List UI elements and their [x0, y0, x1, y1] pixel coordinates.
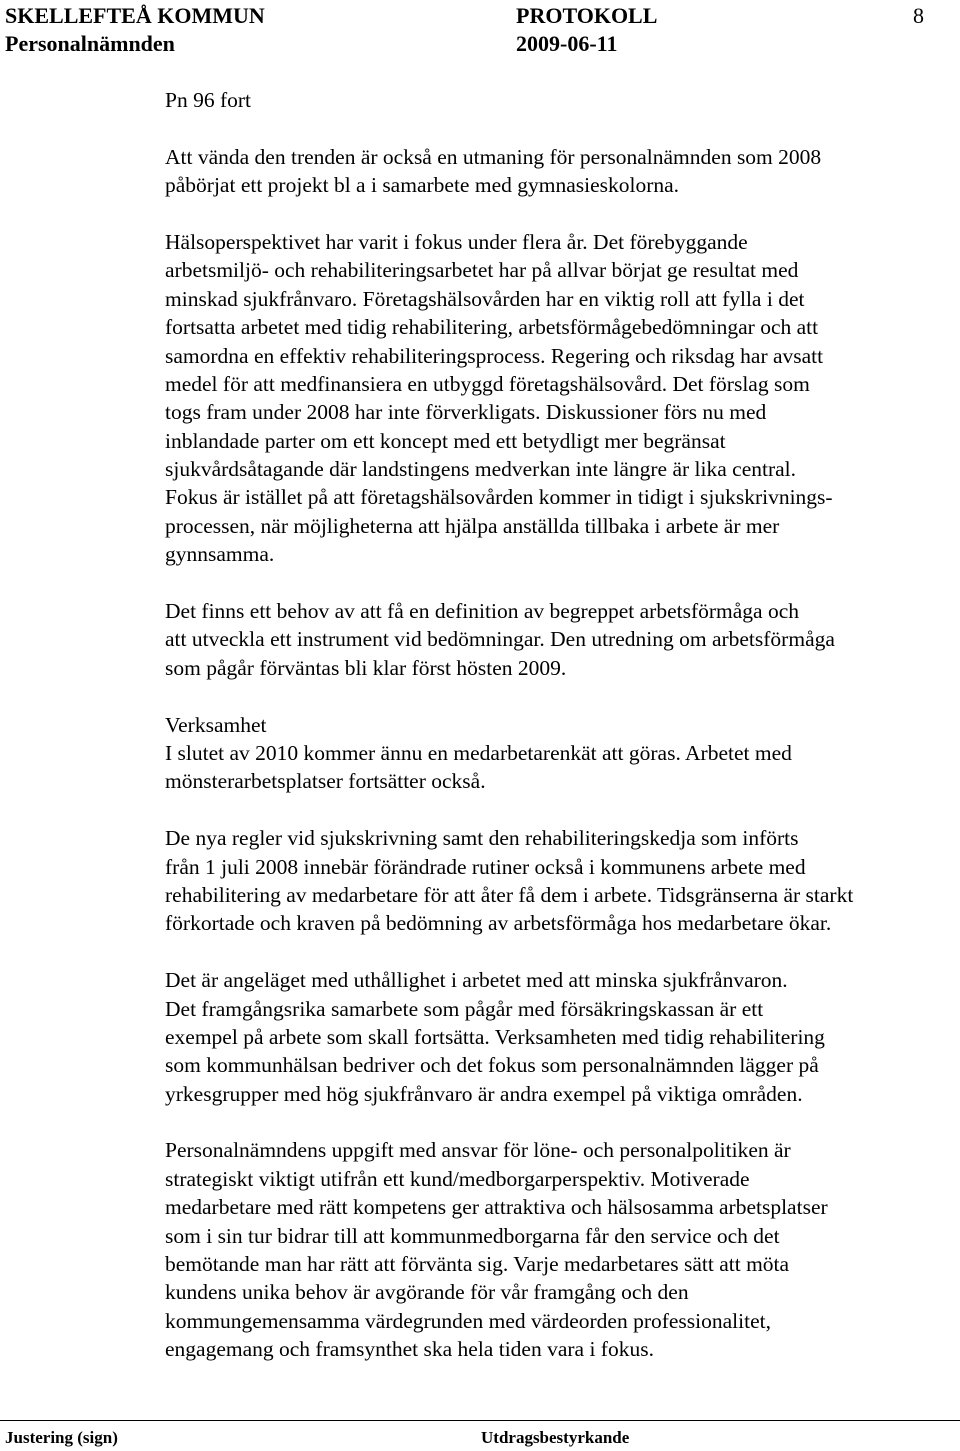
paragraph-spacer: [165, 796, 955, 824]
footer-divider: [0, 1420, 960, 1421]
paragraph-line: kundens unika behov är avgörande för vår framgång och den: [165, 1280, 689, 1305]
paragraph-line: bemötande man har rätt att förvänta sig. Varje medarbetares sätt att möta: [165, 1252, 790, 1277]
organization-name: SKELLEFTEÅ KOMMUN: [5, 3, 265, 28]
paragraph-spacer: [165, 1108, 955, 1136]
paragraph-line: Verksamhet: [165, 712, 267, 737]
document-footer: [0, 1420, 960, 1451]
header-row-2: [5, 30, 945, 58]
paragraph-line: som kommunhälsan bedriver och det fokus som personalnämnden lägger på: [165, 1053, 819, 1078]
paragraph-line: Det finns ett behov av att få en definition av begreppet arbetsförmåga och: [165, 599, 800, 624]
paragraph: [165, 711, 955, 796]
paragraph-line: från 1 juli 2008 innebär förändrade rutiner också i kommunens arbete med: [165, 854, 806, 879]
paragraph: [165, 143, 955, 200]
paragraph-line: samordna en effektiv rehabiliteringsprocess. Regering och riksdag har avsatt: [165, 343, 824, 368]
paragraph-spacer: [165, 682, 955, 710]
paragraph-line: yrkesgrupper med hög sjukfrånvaro är andra exempel på viktiga områden.: [165, 1081, 803, 1106]
paragraph-line: exempel på arbete som skall fortsätta. Verksamheten med tidig rehabilitering: [165, 1024, 825, 1049]
paragraph-line: medel för att medfinansiera en utbyggd företagshälsovård. Det förslag som: [165, 371, 810, 396]
paragraph-line: mönsterarbetsplatser fortsätter också.: [165, 769, 486, 794]
paragraph-line: Fokus är istället på att företagshälsovården kommer in tidigt i sjukskrivnings-: [165, 485, 833, 510]
header-row-1: [5, 2, 945, 30]
paragraph: [165, 1136, 955, 1363]
paragraph-spacer: [165, 938, 955, 966]
paragraph-line: Att vända den trenden är också en utmaning för personalnämnden som 2008: [165, 144, 822, 169]
paragraph-line: fortsatta arbetet med tidig rehabilitering, arbetsförmågebedömningar och att: [165, 315, 819, 340]
paragraph-line: rehabilitering av medarbetare för att åter få dem i arbete. Tidsgränserna är starkt: [165, 882, 854, 907]
paragraph-spacer: [165, 569, 955, 597]
paragraph: [165, 228, 955, 569]
paragraph-line: Personalnämndens uppgift med ansvar för löne- och personalpolitiken är: [165, 1138, 791, 1163]
page-number: 8: [913, 3, 924, 28]
footer-certification-label: Utdragsbestyrkande: [481, 1428, 630, 1447]
paragraph-line: minskad sjukfrånvaro. Företagshälsovården har en viktig roll att fylla i det: [165, 286, 805, 311]
paragraph-line: I slutet av 2010 kommer ännu en medarbetarenkät att göras. Arbetet med: [165, 740, 792, 765]
paragraph: [165, 824, 955, 938]
paragraph-line: gynnsamma.: [165, 542, 275, 567]
document-header: [5, 2, 945, 58]
document-body: [165, 86, 955, 1364]
paragraph-line: att utveckla ett instrument vid bedömningar. Den utredning om arbetsförmåga: [165, 627, 835, 652]
committee-name: Personalnämnden: [5, 31, 175, 56]
document-type: PROTOKOLL: [516, 3, 658, 28]
paragraph-line: engagemang och framsynthet ska hela tiden vara i fokus.: [165, 1337, 654, 1362]
paragraph-line: arbetsmiljö- och rehabiliteringsarbetet har på allvar börjat ge resultat med: [165, 258, 799, 283]
paragraph-line: medarbetare med rätt kompetens ger attraktiva och hälsosamma arbetsplatser: [165, 1195, 828, 1220]
paragraph-line: processen, när möjligheterna att hjälpa anställda tillbaka i arbete är mer: [165, 513, 780, 538]
paragraph-line: De nya regler vid sjukskrivning samt den rehabiliteringskedja som införts: [165, 826, 799, 851]
paragraph-line: Det framgångsrika samarbete som pågår med försäkringskassan är ett: [165, 996, 764, 1021]
section-heading: Pn 96 fort: [165, 88, 251, 112]
paragraph-line: strategiskt viktigt utifrån ett kund/medborgarperspektiv. Motiverade: [165, 1166, 750, 1191]
paragraph-line: togs fram under 2008 har inte förverkligats. Diskussioner förs nu med: [165, 400, 767, 425]
paragraph-line: Det är angeläget med uthållighet i arbetet med att minska sjukfrånvaron.: [165, 968, 788, 993]
paragraph-line: Hälsoperspektivet har varit i fokus under flera år. Det förebyggande: [165, 229, 748, 254]
paragraph-line: kommungemensamma värdegrunden med värdeorden professionalitet,: [165, 1308, 771, 1333]
paragraph-line: påbörjat ett projekt bl a i samarbete med gymnasieskolorna.: [165, 173, 680, 198]
paragraph-line: som pågår förväntas bli klar först hösten 2009.: [165, 655, 567, 680]
paragraph-spacer: [165, 114, 955, 142]
paragraph: [165, 966, 955, 1108]
paragraph: [165, 597, 955, 682]
footer-signature-label: Justering (sign): [5, 1428, 118, 1447]
meeting-date: 2009-06-11: [516, 31, 618, 56]
paragraph-line: förkortade och kraven på bedömning av arbetsförmåga hos medarbetare ökar.: [165, 911, 832, 936]
paragraph-line: inblandade parter om ett koncept med ett betydligt mer begränsat: [165, 428, 726, 453]
paragraph-line: som i sin tur bidrar till att kommunmedborgarna får den service och det: [165, 1223, 780, 1248]
paragraph-spacer: [165, 200, 955, 228]
paragraph-line: sjukvårdsåtagande där landstingens medverkan inte längre är lika central.: [165, 457, 797, 482]
